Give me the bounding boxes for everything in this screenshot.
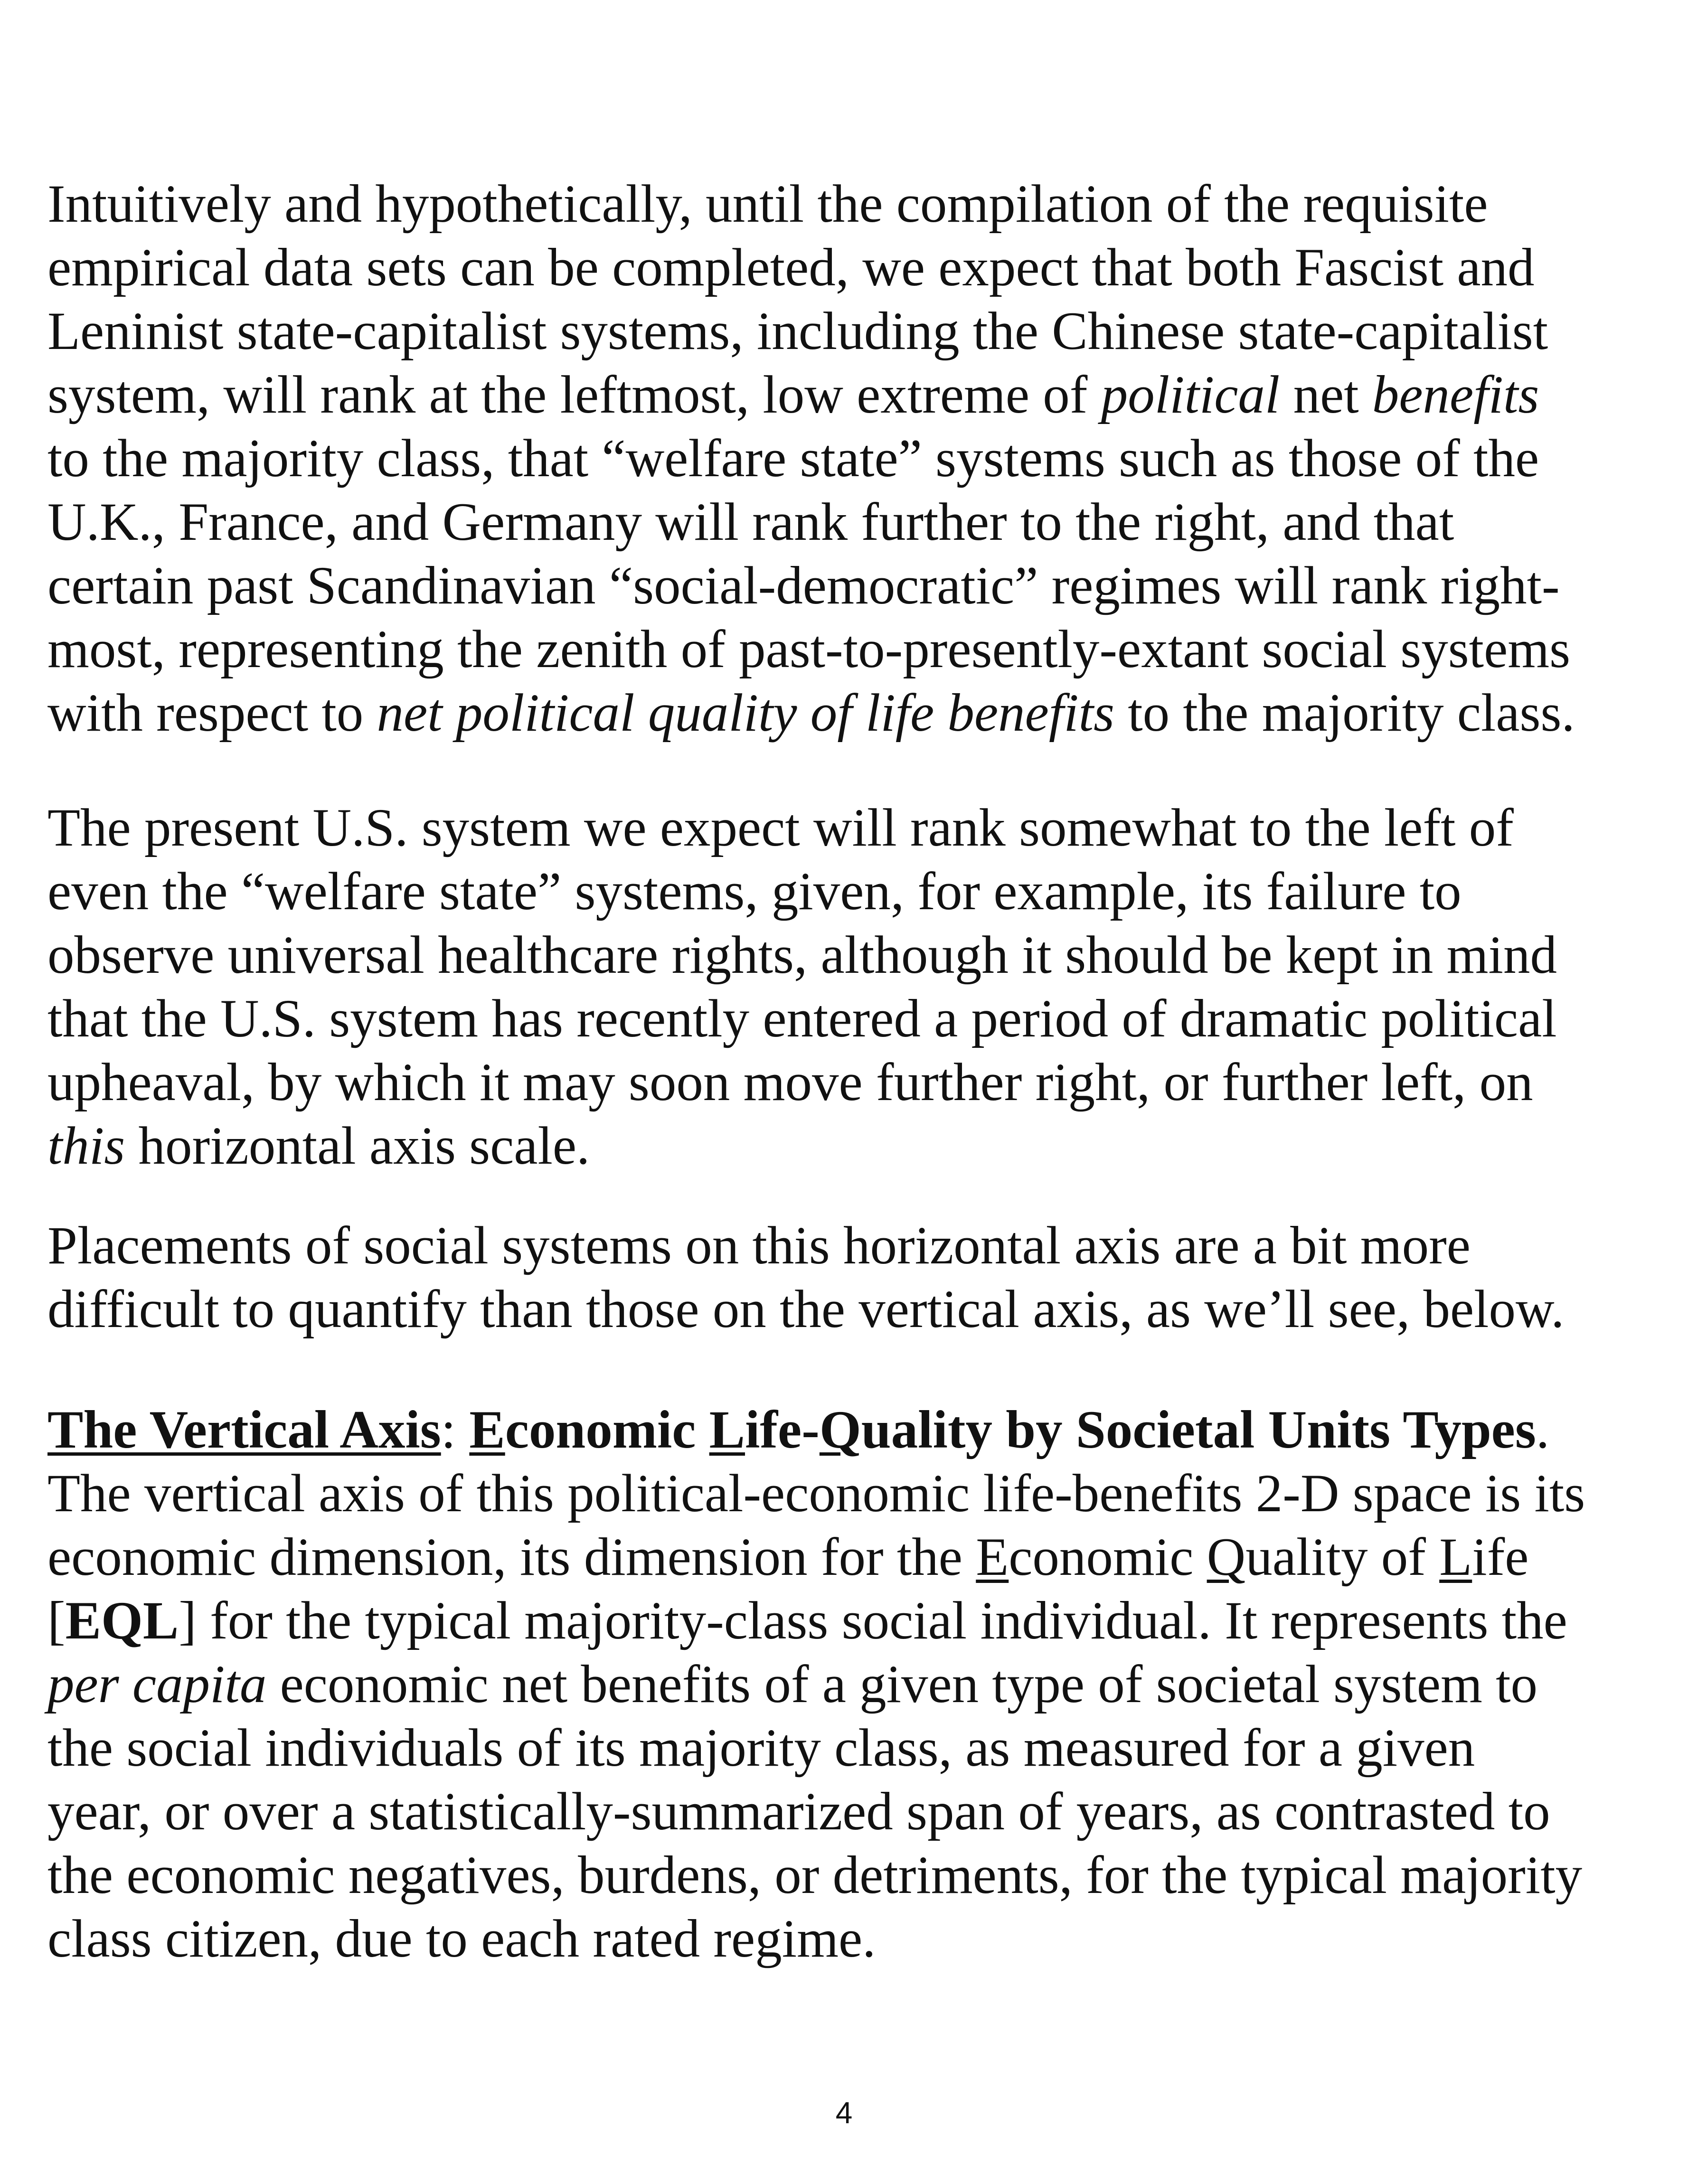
text-line: empirical data sets can be completed, we expect that both Fascist and [47,238,1535,297]
text-line: Intuitively and hypothetically, until the compilation of the requisite [47,174,1488,234]
text-line: upheaval, by which it may soon move further right, or further left, on [47,1053,1533,1112]
text-line: observe universal healthcare rights, although it should be kept in mind [47,925,1557,985]
text-line: certain past Scandinavian “social-democratic” regimes will rank right- [47,556,1560,615]
text-line [47,1525,1633,1589]
text-line: the social individuals of its majority class, as measured for a given [47,1718,1475,1778]
text-line: difficult to quantify than those on the vertical axis, as we’ll see, below. [47,1280,1565,1339]
text-run: ife [1472,1527,1529,1587]
text-run: uality of [1245,1527,1440,1587]
heading-initial-q: Q [819,1400,861,1459]
text-run: net [1280,365,1372,424]
underlined-initial-l: L [1439,1527,1472,1587]
heading-period: . [1536,1400,1550,1459]
emphasis-political: political [1101,365,1280,424]
paragraph-vertical-axis [47,1398,1633,1971]
text-line: to the majority class, that “welfare state” systems such as those of the [47,429,1539,488]
emphasis-benefits: benefits [1372,365,1539,424]
paragraph-us-system [47,796,1633,1178]
text-line [47,681,1633,745]
text-line: year, or over a statistically-summarized span of years, as contrasted to [47,1782,1550,1841]
heading-initial-l: L [709,1400,745,1459]
text-line [47,1653,1633,1716]
text-line: Placements of social systems on this horizontal axis are a bit more [47,1216,1471,1275]
text-line: the economic negatives, burdens, or detriments, for the typical majority [47,1845,1583,1905]
text-run: horizontal axis scale. [125,1116,590,1176]
text-line: Leninist state-capitalist systems, including the Chinese state-capitalist [47,301,1548,361]
text-line: The vertical axis of this political-economic life-benefits 2-D space is its [47,1464,1585,1523]
paragraph-placements [47,1214,1633,1341]
emphasis-this: this [47,1116,125,1176]
text-line: most, representing the zenith of past-to-presently-extant social systems [47,620,1571,679]
text-line [47,1589,1633,1653]
heading-colon: : [441,1400,470,1459]
text-run: system, will rank at the leftmost, low extreme of [47,365,1101,424]
emphasis-per-capita: per capita [47,1655,267,1714]
emphasis-net-political-quality: net political quality of life benefits [377,683,1114,743]
heading-run: conomic [505,1400,709,1459]
text-run: to the majority class. [1114,683,1575,743]
text-line [47,363,1633,427]
section-heading [47,1398,1633,1462]
text-line [47,1114,1633,1178]
heading-title: The Vertical Axis [47,1400,441,1459]
text-run: economic dimension, its dimension for the [47,1527,976,1587]
abbreviation-eql: EQL [65,1591,179,1650]
text-run: conomic [1009,1527,1207,1587]
page-number: 4 [835,2096,853,2130]
text-line: class citizen, due to each rated regime. [47,1909,876,1968]
text-line: that the U.S. system has recently entered a period of dramatic political [47,989,1557,1048]
text-run: with respect to [47,683,377,743]
text-run: economic net benefits of a given type of societal system to [266,1655,1538,1714]
text-line: even the “welfare state” systems, given, for example, its failure to [47,862,1462,921]
text-line: U.K., France, and Germany will rank further to the right, and that [47,492,1454,552]
underlined-initial-e: E [976,1527,1009,1587]
heading-run: uality by Societal Units Types [861,1400,1536,1459]
heading-initial-e: E [469,1400,505,1459]
text-run: ] for the typical majority-class social individual. It represents the [179,1591,1567,1650]
text-line: The present U.S. system we expect will rank somewhat to the left of [47,798,1514,857]
text-run: [ [47,1591,66,1650]
heading-run: ife- [745,1400,820,1459]
underlined-initial-q: Q [1207,1527,1246,1587]
paragraph-horizontal-axis-expectations [47,172,1633,745]
